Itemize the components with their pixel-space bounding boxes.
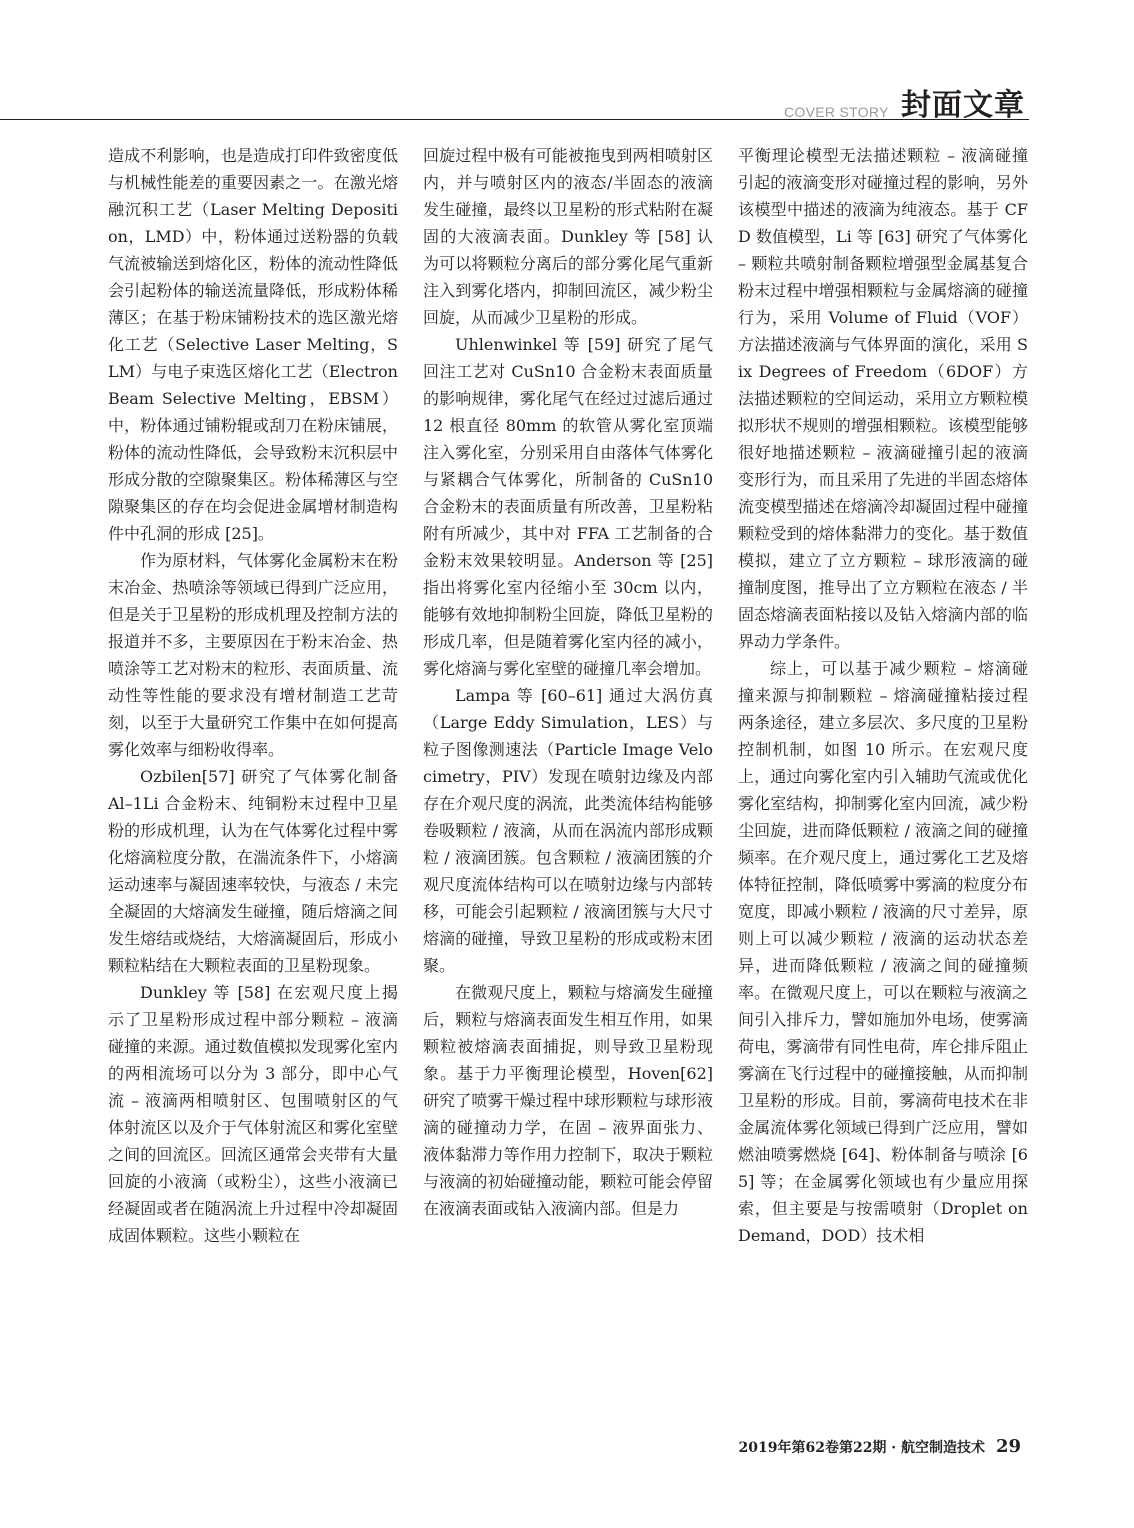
page-footer	[739, 1436, 1022, 1457]
journal-issue: 2019年第62卷第22期 · 航空制造技术	[738, 1440, 986, 1456]
paragraph: Ozbilen[57] 研究了气体雾化制备 Al–1Li 合金粉末、纯铜粉末过程中卫星粉的形成机理，认为在气体雾化过程中雾化熔滴粒度分散，在湍流条件下，小熔滴运动速率与凝固速率较快，与液态 / 未完全凝固的大熔滴发生碰撞，随后熔滴之间发生熔结或烧结，大熔滴凝固后，形成小颗粒粘结在大颗粒表面的卫星粉现象。	[108, 767, 398, 975]
section-title: 封面文章	[901, 88, 1025, 123]
section-label-english: COVER STORY	[784, 104, 889, 120]
paragraph: 在微观尺度上，颗粒与熔滴发生碰撞后，颗粒与熔滴表面发生相互作用，如果颗粒被熔滴表面捕捉，则导致卫星粉现象。基于力平衡理论模型，Hoven[62] 研究了喷雾干燥过程中球形颗粒与球形液滴的碰撞动力学，在固 – 液界面张力、液体黏滞力等作用力控制下，取决于颗粒与液滴的初始碰撞动能，颗粒可能会停留在液滴表面或钻入液滴内部。但是力	[423, 983, 713, 1218]
paragraph: 造成不利影响，也是造成打印件致密度低与机械性能差的重要因素之一。在激光熔融沉积工艺（Laser Melting Deposition，LMD）中，粉体通过送粉器的负载气流被输送到熔化区，粉体的流动性降低会引起粉体的输送流量降低，形成粉体稀薄区；在基于粉床铺粉技术的选区激光熔化工艺（Selective Laser Melting，SLM）与电子束选区熔化工艺（Electron Beam Selective Melting，EBSM）中，粉体通过铺粉辊或刮刀在粉床铺展，粉体的流动性降低，会导致粉末沉积层中形成分散的空隙聚集区。粉体稀薄区与空隙聚集区的存在均会促进金属增材制造构件中孔洞的形成 [25]。	[108, 146, 398, 543]
paragraph: 综上，可以基于减少颗粒 – 熔滴碰撞来源与抑制颗粒 – 熔滴碰撞粘接过程两条途径，建立多层次、多尺度的卫星粉控制机制，如图 10 所示。在宏观尺度上，通过向雾化室内引入辅助气流或优化雾化室结构，抑制雾化室内回流，减少粉尘回旋，进而降低颗粒 / 液滴之间的碰撞频率。在介观尺度上，通过雾化工艺及熔体特征控制，降低喷雾中雾滴的粒度分布宽度，即减小颗粒 / 液滴的尺寸差异，原则上可以减少颗粒 / 液滴的运动状态差异，进而降低颗粒 / 液滴之间的碰撞频率。在微观尺度上，可以在颗粒与液滴之间引入排斥力，譬如施加外电场，使雾滴荷电，雾滴带有同性电荷，库仑排斥阻止雾滴在飞行过程中的碰撞接触，从而抑制卫星粉的形成。目前，雾滴荷电技术在非金属流体雾化领域已得到广泛应用，譬如燃油喷雾燃烧 [64]、粉体制备与喷涂 [65] 等；在金属雾化领域也有少量应用探索，但主要是与按需喷射（Droplet on Demand，DOD）技术相	[738, 659, 1028, 1245]
text-column-2	[423, 142, 713, 1222]
page-number: 29	[995, 1436, 1021, 1457]
paragraph: 作为原材料，气体雾化金属粉末在粉末冶金、热喷涂等领域已得到广泛应用，但是关于卫星粉的形成机理及控制方法的报道并不多，主要原因在于粉末冶金、热喷涂等工艺对粉末的粒形、表面质量、流动性等性能的要求没有增材制造工艺苛刻，以至于大量研究工作集中在如何提高雾化效率与细粉收得率。	[108, 551, 398, 759]
paragraph: 平衡理论模型无法描述颗粒 – 液滴碰撞引起的液滴变形对碰撞过程的影响，另外该模型中描述的液滴为纯液态。基于 CFD 数值模型，Li 等 [63] 研究了气体雾化 – 颗粒共喷射制备颗粒增强型金属基复合粉末过程中增强相颗粒与金属熔滴的碰撞行为，采用 Volume of Fluid（VOF）方法描述液滴与气体界面的演化，采用 Six Degrees of Freedom（6DOF）方法描述颗粒的空间运动，采用立方颗粒模拟形状不规则的增强相颗粒。该模型能够很好地描述颗粒 – 液滴碰撞引起的液滴变形行为，而且采用了先进的半固态熔体流变模型描述在熔滴冷却凝固过程中碰撞颗粒受到的熔体黏滞力的变化。基于数值模拟，建立了立方颗粒 – 球形液滴的碰撞制度图，推导出了立方颗粒在液态 / 半固态熔滴表面粘接以及钻入熔滴内部的临界动力学条件。	[738, 146, 1028, 651]
paragraph: Dunkley 等 [58] 在宏观尺度上揭示了卫星粉形成过程中部分颗粒 – 液滴碰撞的来源。通过数值模拟发现雾化室内的两相流场可以分为 3 部分，即中心气流 – 液滴两相喷射区、包围喷射区的气体射流区以及介于气体射流区和雾化室壁之间的回流区。回流区通常会夹带有大量回旋的小液滴（或粉尘），这些小液滴已经凝固或者在随涡流上升过程中冷却凝固成固体颗粒。这些小颗粒在	[108, 983, 398, 1245]
paragraph: Uhlenwinkel 等 [59] 研究了尾气回注工艺对 CuSn10 合金粉末表面质量的影响规律，雾化尾气在经过过滤后通过 12 根直径 80mm 的软管从雾化室顶端注入雾化室，分别采用自由落体气体雾化与紧耦合气体雾化，所制备的 CuSn10 合金粉末的表面质量有所改善，卫星粉粘附有所减少，其中对 FFA 工艺制备的合金粉末效果较明显。Anderson 等 [25] 指出将雾化室内径缩小至 30cm 以内，能够有效地抑制粉尘回旋，降低卫星粉的形成几率，但是随着雾化室内径的减小，雾化熔滴与雾化室壁的碰撞几率会增加。	[423, 335, 713, 678]
header-rule	[0, 119, 1029, 120]
paragraph: 回旋过程中极有可能被拖曳到两相喷射区内，并与喷射区内的液态/半固态的液滴发生碰撞，最终以卫星粉的形式粘附在凝固的大液滴表面。Dunkley 等 [58] 认为可以将颗粒分离后的部分雾化尾气重新注入到雾化塔内，抑制回流区，减少粉尘回旋，从而减少卫星粉的形成。	[423, 146, 713, 327]
paragraph: Lampa 等 [60–61] 通过大涡仿真（Large Eddy Simulation，LES）与粒子图像测速法（Particle Image Velocimetry，PIV）发现在喷射边缘及内部存在介观尺度的涡流，此类流体结构能够卷吸颗粒 / 液滴，从而在涡流内部形成颗粒 / 液滴团簇。包含颗粒 / 液滴团簇的介观尺度流体结构可以在喷射边缘与内部转移，可能会引起颗粒 / 液滴团簇与大尺寸熔滴的碰撞，导致卫星粉的形成或粉末团聚。	[423, 686, 713, 975]
text-column-3	[738, 142, 1028, 1249]
text-column-1	[108, 142, 398, 1249]
